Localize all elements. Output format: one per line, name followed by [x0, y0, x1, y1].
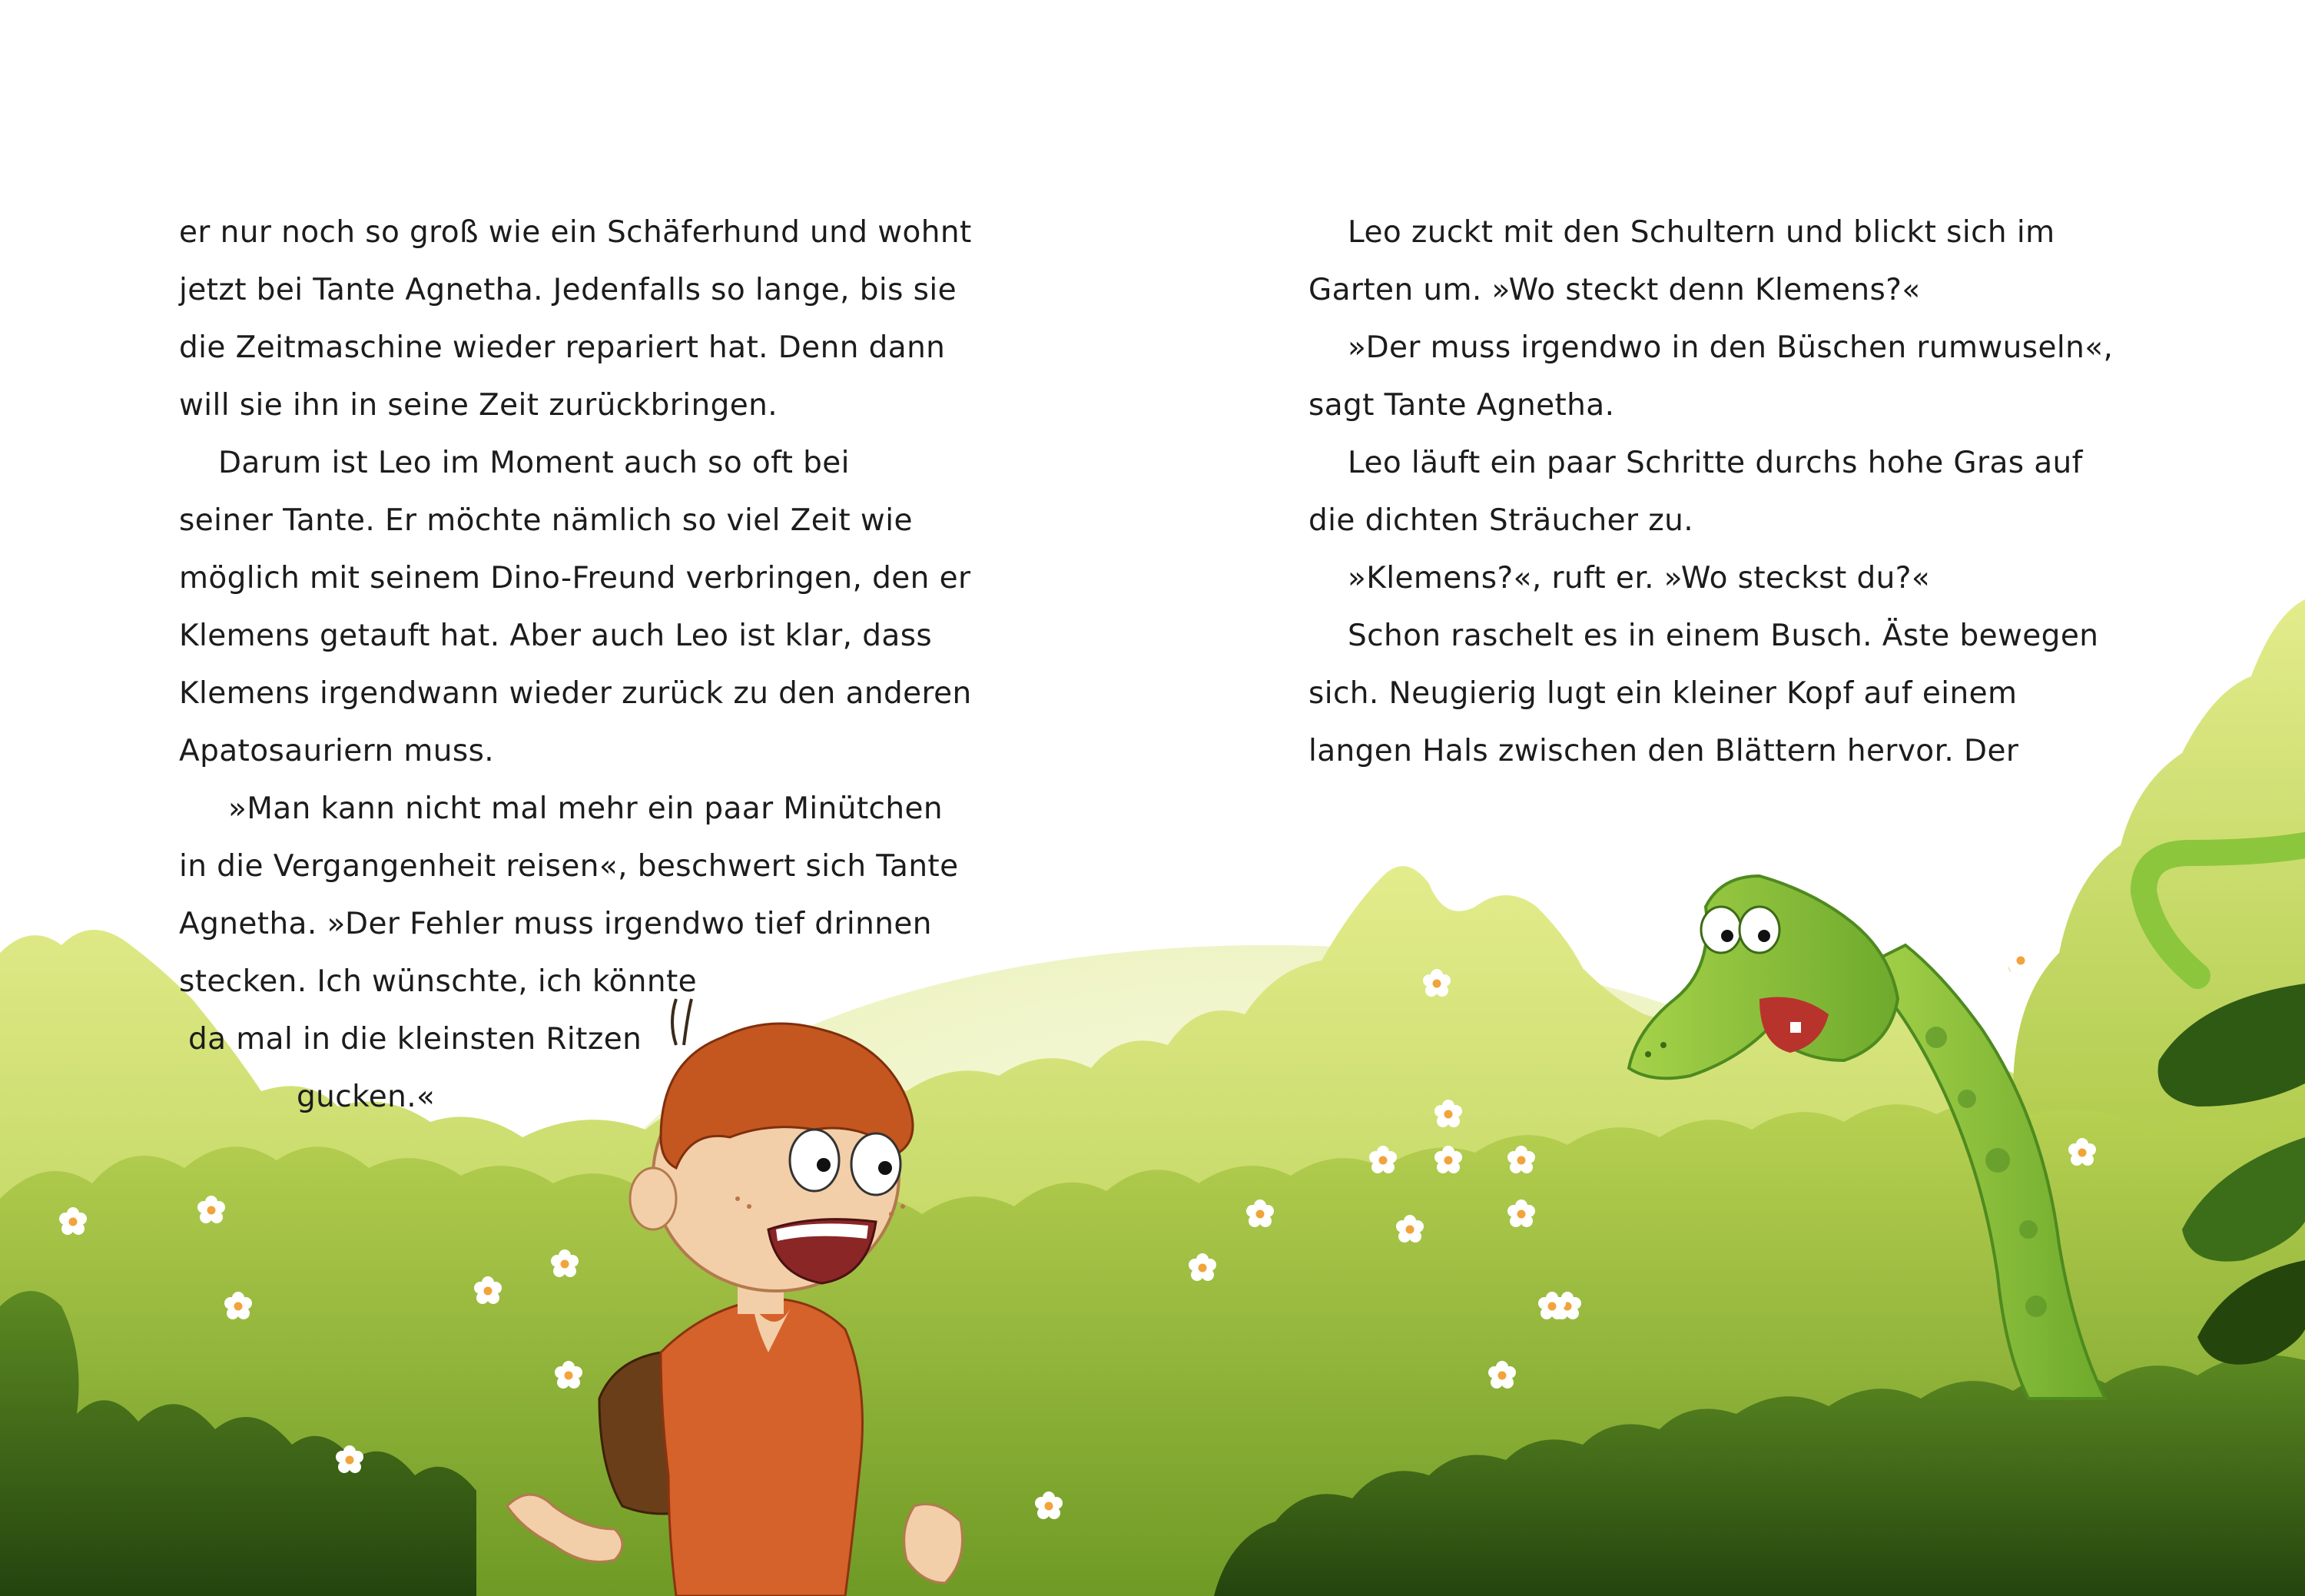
- text-line: Leo läuft ein paar Schritte durchs hohe Gras auf: [1348, 446, 2083, 480]
- text-line: Apatosauriern muss.: [179, 734, 495, 768]
- text-line: Schon raschelt es in einem Busch. Äste bewegen: [1348, 619, 2099, 653]
- text-line: sich. Neugierig lugt ein kleiner Kopf auf einem: [1308, 676, 2018, 711]
- text-line: gucken.«: [297, 1080, 436, 1114]
- text-line: Agnetha. »Der Fehler muss irgendwo tief drinnen: [179, 907, 932, 941]
- text-line: stecken. Ich wünschte, ich könnte: [179, 964, 698, 999]
- text-line: »Man kann nicht mal mehr ein paar Minütchen: [228, 791, 944, 826]
- text-line: die Zeitmaschine wieder repariert hat. Denn dann: [179, 330, 946, 365]
- text-line: langen Hals zwischen den Blättern hervor. Der: [1308, 734, 2019, 768]
- text-line: Garten um. »Wo steckt denn Klemens?«: [1308, 273, 1921, 307]
- text-line: in die Vergangenheit reisen«, beschwert sich Tante: [179, 849, 959, 884]
- text-line: »Der muss irgendwo in den Büschen rumwuseln«,: [1348, 330, 2114, 365]
- text-line: möglich mit seinem Dino-Freund verbringen, den er: [179, 561, 971, 596]
- text-line: seiner Tante. Er möchte nämlich so viel Zeit wie: [179, 503, 913, 538]
- text-line: er nur noch so groß wie ein Schäferhund und wohnt: [179, 215, 972, 250]
- text-line: Leo zuckt mit den Schultern und blickt sich im: [1348, 215, 2055, 250]
- text-line: jetzt bei Tante Agnetha. Jedenfalls so lange, bis sie: [179, 273, 957, 307]
- text-line: die dichten Sträucher zu.: [1308, 503, 1694, 538]
- text-line: will sie ihn in seine Zeit zurückbringen.: [179, 388, 778, 423]
- text-line: da mal in die kleinsten Ritzen: [188, 1022, 642, 1057]
- text-line: Darum ist Leo im Moment auch so oft bei: [218, 446, 850, 480]
- text-line: »Klemens?«, ruft er. »Wo steckst du?«: [1348, 561, 1931, 596]
- text-line: Klemens getauft hat. Aber auch Leo ist klar, dass: [179, 619, 933, 653]
- text-line: sagt Tante Agnetha.: [1308, 388, 1615, 423]
- text-line: Klemens irgendwann wieder zurück zu den anderen: [179, 676, 972, 711]
